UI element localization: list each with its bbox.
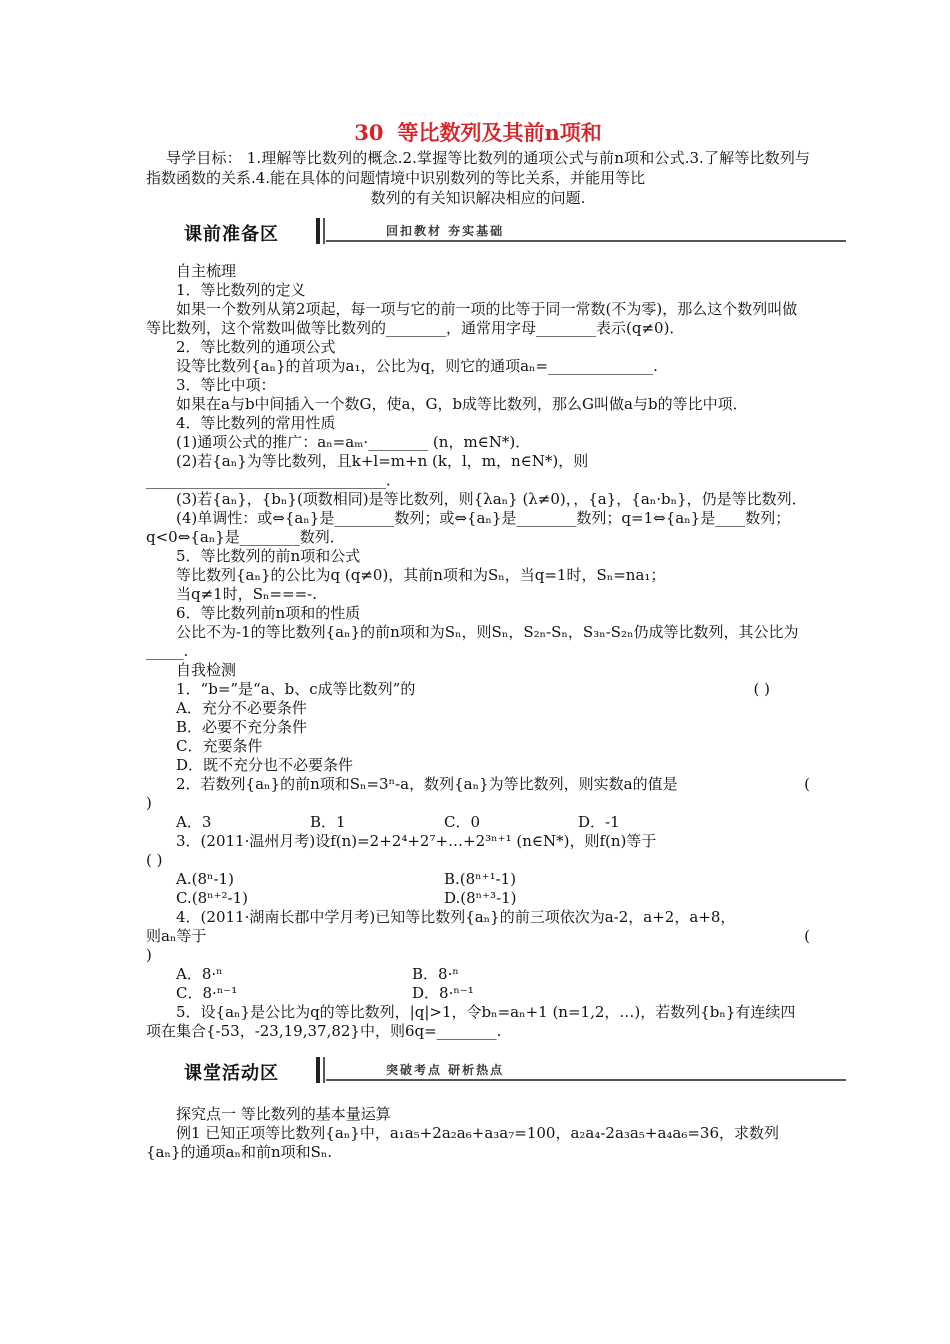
option: B．1 — [310, 813, 346, 831]
text-line: (2)若{aₙ}为等比数列，且k+l=m+n (k，l，m，n∈N*)，则________________________________． — [146, 452, 589, 489]
answer-paren: ( ) — [146, 851, 163, 869]
option: A．8·ⁿ — [176, 965, 223, 983]
banner-title: 课前准备区 — [184, 224, 279, 245]
option: D．-1 — [578, 813, 620, 831]
banner-rule — [326, 240, 846, 242]
option: A.(8ⁿ-1) — [176, 870, 234, 888]
option: A．充分不必要条件 — [176, 699, 307, 717]
example-1: 例1 已知正项等比数列{aₙ}中，a₁a₅+2a₂a₆+a₃a₇=100，a₂a₄-2a₃a₅+a₄a₆=36，求数列{aₙ}的通项aₙ和前n项和Sₙ. — [146, 1124, 780, 1161]
text-line: 如果一个数列从第2项起，每一项与它的前一项的比等于同一常数(不为零)，那么这个数列叫做等比数列，这个常数叫做等比数列的________，通常用字母________表示(q≠0)． — [146, 300, 798, 337]
question-5: 5．设{aₙ}是公比为q的等比数列，|q|>1，令bₙ=aₙ+1 (n=1,2，…)，若数列{bₙ}有连续四项在集合{-53，-23,19,37,82}中，则6q=________. — [146, 1003, 796, 1040]
options-row — [146, 870, 810, 889]
q3-stem: 3．(2011·温州月考)设f(n)=2+2⁴+2⁷+…+2³ⁿ⁺¹ (n∈N*)，则f(n)等于 — [176, 832, 657, 850]
options-row — [146, 813, 810, 832]
text-line: (4)单调性：或⇔{aₙ}是________数列；或⇔{aₙ}是________数列；q=1⇔{aₙ}是____数列；q<0⇔{aₙ}是________数列． — [146, 509, 791, 546]
banner-title: 课堂活动区 — [184, 1063, 279, 1084]
question-3 — [146, 832, 810, 908]
banner-rule — [326, 1079, 846, 1081]
title-text: 等比数列及其前n项和 — [397, 120, 602, 145]
option: C．8·ⁿ⁻¹ — [176, 984, 238, 1002]
text-line: 设等比数列{aₙ}的首项为a₁，公比为q，则它的通项aₙ=______________. — [176, 357, 658, 375]
option: B．必要不充分条件 — [176, 718, 308, 736]
text-line: 如果在a与b中间插入一个数G，使a，G，b成等比数列，那么G叫做a与b的等比中项． — [176, 395, 748, 413]
answer-paren-close: ) — [146, 794, 152, 812]
title-number: 30 — [354, 120, 384, 145]
question-2 — [146, 775, 810, 832]
text-line: 公比不为-1的等比数列{aₙ}的前n项和为Sₙ，则Sₙ，S₂ₙ-Sₙ，S₃ₙ-S₂ₙ仍成等比数列，其公比为_____. — [146, 623, 799, 660]
banner-subtitle: 突破考点 研析热点 — [386, 1063, 505, 1077]
banner-bar — [316, 218, 320, 244]
question-4 — [146, 908, 810, 1003]
question-stem — [146, 680, 810, 699]
banner-bar — [323, 218, 325, 244]
page-title — [146, 118, 810, 148]
option: B.(8ⁿ⁺¹-1) — [444, 870, 517, 888]
answer-paren-close: ) — [146, 946, 152, 964]
section-banner-class — [146, 1055, 810, 1085]
answer-paren-open: ( — [804, 927, 810, 945]
text-line: 自我检测 — [176, 661, 237, 679]
answer-paren-open: ( — [804, 775, 810, 793]
learning-goals — [146, 148, 810, 208]
page — [146, 118, 810, 1162]
options-row — [146, 965, 810, 984]
text-line: 2．等比数列的通项公式 — [176, 338, 336, 356]
goal-text: 导学目标： 1.理解等比数列的概念.2.掌握等比数列的通项公式与前n项和公式.3.了解等比数列与指数函数的关系.4.能在具体的问题情境中识别数列的等比关系，并能用等比 — [146, 149, 810, 187]
explore-title: 探究点一 等比数列的基本量运算 — [176, 1105, 391, 1123]
option: D．既不充分也不必要条件 — [176, 756, 354, 774]
text-line: 3．等比中项： — [176, 376, 276, 394]
option: C．充要条件 — [176, 737, 263, 755]
option: C.(8ⁿ⁺²-1) — [176, 889, 248, 907]
banner-bar — [323, 1057, 325, 1083]
options-row — [146, 889, 810, 908]
text-line: 5．等比数列的前n项和公式 — [176, 547, 361, 565]
text-line: 自主梳理 — [176, 262, 237, 280]
text-line: 4．等比数列的常用性质 — [176, 414, 336, 432]
option: C．0 — [444, 813, 481, 831]
goal-end: 数列的有关知识解决相应的问题. — [370, 189, 586, 207]
question-stem — [146, 775, 810, 794]
options-row — [146, 984, 810, 1003]
q4-stem-cont: 则aₙ等于 — [146, 927, 207, 945]
q1-stem: 1．“b=”是“a、b、c成等比数列”的 — [176, 680, 416, 698]
review-section — [146, 262, 810, 1041]
question-1 — [146, 680, 810, 775]
explore-section — [146, 1105, 810, 1162]
answer-paren: ( ) — [753, 680, 770, 698]
question-stem — [146, 927, 810, 946]
option: A．3 — [176, 813, 212, 831]
text-line: (1)通项公式的推广：aₙ=aₘ·________ (n，m∈N*)． — [176, 433, 531, 451]
q2-stem: 2．若数列{aₙ}的前n项和Sₙ=3ⁿ-a，数列{aₙ}为等比数列，则实数a的值是 — [176, 775, 678, 793]
text-line: 等比数列{aₙ}的公比为q (q≠0)，其前n项和为Sₙ，当q=1时，Sₙ=na₁； — [176, 566, 666, 584]
text-line: 6．等比数列前n项和的性质 — [176, 604, 361, 622]
text-line: 1．等比数列的定义 — [176, 281, 306, 299]
banner-bar — [316, 1057, 320, 1083]
section-banner-prep — [146, 216, 810, 246]
text-line: 当q≠1时，Sₙ===-. — [176, 585, 318, 603]
text-line: (3)若{aₙ}，{bₙ}(项数相同)是等比数列，则{λaₙ} (λ≠0)，，{a}，{aₙ·bₙ}，仍是等比数列． — [176, 490, 807, 508]
option: B．8·ⁿ — [412, 965, 459, 983]
option: D．8·ⁿ⁻¹ — [412, 984, 474, 1002]
q4-stem: 4．(2011·湖南长郡中学月考)已知等比数列{aₙ}的前三项依次为a-2，a+2，a+8， — [176, 908, 736, 926]
banner-subtitle: 回扣教材 夯实基础 — [386, 224, 505, 238]
option: D.(8ⁿ⁺³-1) — [444, 889, 517, 907]
